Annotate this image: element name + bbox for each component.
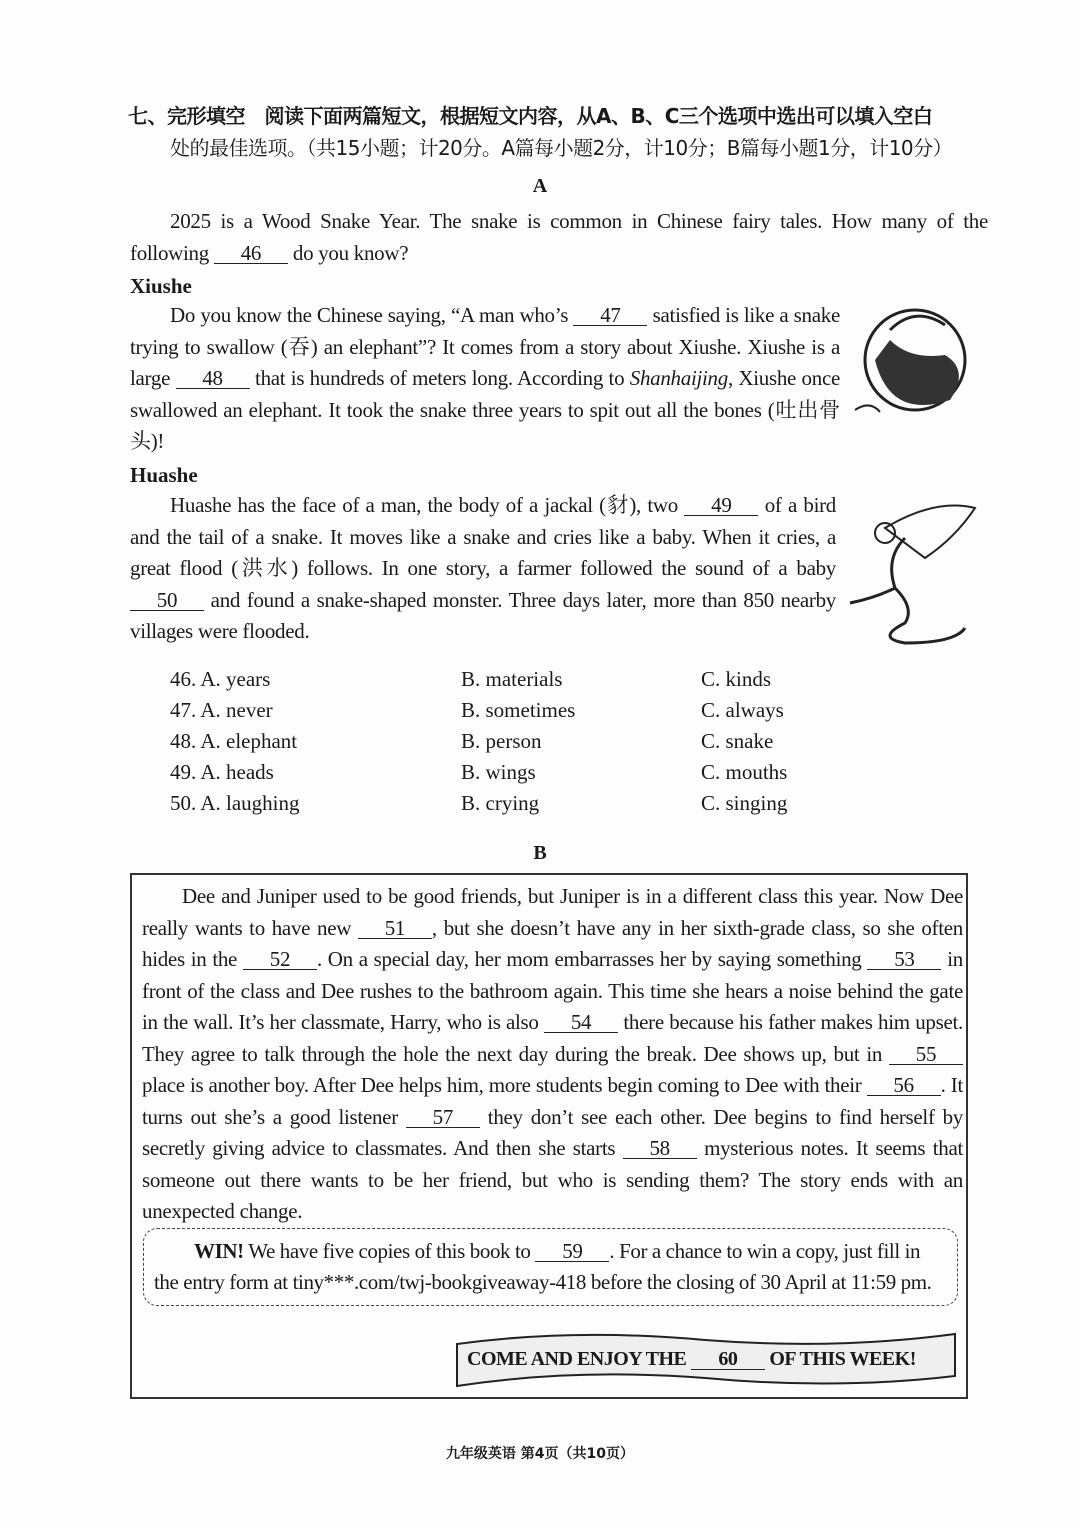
passage-b-paragraph xyxy=(142,881,963,1228)
blank-55: 55 xyxy=(889,1044,963,1065)
text: place is another boy. After Dee helps him, more students begin coming to Dee with their xyxy=(142,1073,867,1097)
passage-b-title: B xyxy=(533,842,547,864)
section-instructions xyxy=(128,100,998,164)
option-b[interactable]: B. materials xyxy=(461,667,563,691)
option-row-50 xyxy=(170,788,870,819)
option-a[interactable]: 50. A. laughing xyxy=(170,791,300,815)
text: mysterious notes. It seems that someone out there wants to be her friend, but who is sending them? The story ends with an unexpected change. xyxy=(142,1136,963,1223)
banner-text xyxy=(467,1348,916,1371)
blank-52: 52 xyxy=(243,949,317,970)
win-label: WIN! xyxy=(194,1239,244,1263)
option-a[interactable]: 48. A. elephant xyxy=(170,729,298,753)
text: there because his father makes him upset. They agree to talk through the hole the next day during the break. Dee shows up, but in xyxy=(142,1010,963,1066)
text: . For a chance to win a copy, just fill in the entry form at tiny***.com/twj-bookgiveaway-418 before the closing of 30 April at 11:59 pm. xyxy=(154,1239,932,1294)
text: that is hundreds of meters long. According to xyxy=(249,366,630,390)
page-footer: 九年级英语 第4页（共10页） xyxy=(445,1446,635,1462)
text: they don’t see each other. Dee begins to find herself by secretly giving advice to classmates. And then she starts xyxy=(142,1104,963,1160)
passage-a-intro xyxy=(130,206,988,269)
huashe-illustration xyxy=(845,498,980,646)
option-a[interactable]: 46. A. years xyxy=(170,667,271,691)
text: 2025 is a Wood Snake Year. The snake is common in Chinese fairy tales. How many of the following xyxy=(130,209,988,265)
passage-a-title: A xyxy=(532,175,548,197)
blank-49: 49 xyxy=(684,495,758,516)
text: We have five copies of this book to xyxy=(243,1239,536,1263)
text: and found a snake-shaped monster. Three days later, more than 850 nearby villages were flooded. xyxy=(130,587,836,643)
option-a[interactable]: 49. A. heads xyxy=(170,760,274,784)
blank-60: 60 xyxy=(691,1349,765,1370)
text: do you know? xyxy=(287,240,409,265)
option-b[interactable]: B. wings xyxy=(461,760,536,784)
option-b[interactable]: B. person xyxy=(461,729,542,753)
option-c[interactable]: C. kinds xyxy=(701,667,772,691)
text: . On a special day, her mom embarrasses her by saying something xyxy=(316,947,868,971)
passage-a-options xyxy=(170,664,870,824)
blank-56: 56 xyxy=(867,1075,941,1096)
blank-59: 59 xyxy=(535,1241,609,1262)
book-title: Shanhaijing xyxy=(629,366,728,390)
blank-58: 58 xyxy=(623,1138,697,1159)
text: in front of the class and Dee rushes to the bathroom again. This time she hears a noise behind the gate in the wall. It’s her classmate, Harry, who is also xyxy=(142,947,964,1034)
text: , Xiushe once swallowed an elephant. It took the snake three years to spit out all the bones (吐出骨头)! xyxy=(130,366,840,453)
text: COME AND ENJOY THE xyxy=(467,1348,691,1370)
instructions-line-1: 七、完形填空 阅读下面两篇短文，根据短文内容，从A、B、C三个选项中选出可以填入空白 xyxy=(128,104,933,128)
blank-57: 57 xyxy=(406,1107,480,1128)
blank-50: 50 xyxy=(130,590,204,611)
huashe-paragraph xyxy=(130,490,836,648)
option-c[interactable]: C. snake xyxy=(701,729,774,753)
text: OF THIS WEEK! xyxy=(764,1348,916,1370)
xiushe-paragraph xyxy=(130,300,840,458)
text: , but she doesn’t have any in her sixth-grade class, so she often hides in the xyxy=(142,915,963,971)
option-a[interactable]: 47. A. never xyxy=(170,698,273,722)
text: of a bird and the tail of a snake. It moves like a snake and cries like a baby. When it cries, a great flood (洪水) follows. In one story, a farmer followed the sound of a baby xyxy=(130,493,836,580)
huashe-heading: Huashe xyxy=(130,463,198,487)
instructions-line-2: 处的最佳选项。（共15小题；计20分。A篇每小题2分，计10分；B篇每小题1分，计10分） xyxy=(170,136,953,160)
blank-53: 53 xyxy=(867,949,941,970)
option-row-49 xyxy=(170,757,870,788)
text: Huashe has the face of a man, the body of a jackal (豺), two xyxy=(170,493,685,517)
blank-46: 46 xyxy=(214,243,288,264)
option-row-48 xyxy=(170,726,870,757)
xiushe-illustration xyxy=(850,300,975,430)
option-b[interactable]: B. sometimes xyxy=(461,698,576,722)
blank-51: 51 xyxy=(358,918,432,939)
xiushe-heading: Xiushe xyxy=(130,274,192,298)
blank-54: 54 xyxy=(544,1012,618,1033)
option-c[interactable]: C. singing xyxy=(701,791,788,815)
option-row-46 xyxy=(170,664,870,695)
text: . It turns out she’s a good listener xyxy=(142,1073,963,1129)
text: Dee and Juniper used to be good friends, but Juniper is in a different class this year. Now Dee really wants to have new xyxy=(142,884,963,940)
banner xyxy=(455,1332,959,1388)
option-c[interactable]: C. always xyxy=(701,698,784,722)
option-row-47 xyxy=(170,695,870,726)
giveaway-box xyxy=(143,1228,958,1306)
blank-47: 47 xyxy=(573,305,647,326)
option-c[interactable]: C. mouths xyxy=(701,760,788,784)
blank-48: 48 xyxy=(176,368,250,389)
option-b[interactable]: B. crying xyxy=(461,791,540,815)
text: satisfied is like a snake trying to swallow (吞) an elephant”? It comes from a story about Xiushe. Xiushe is a large xyxy=(130,303,840,390)
text: Do you know the Chinese saying, “A man who’s xyxy=(170,303,574,327)
